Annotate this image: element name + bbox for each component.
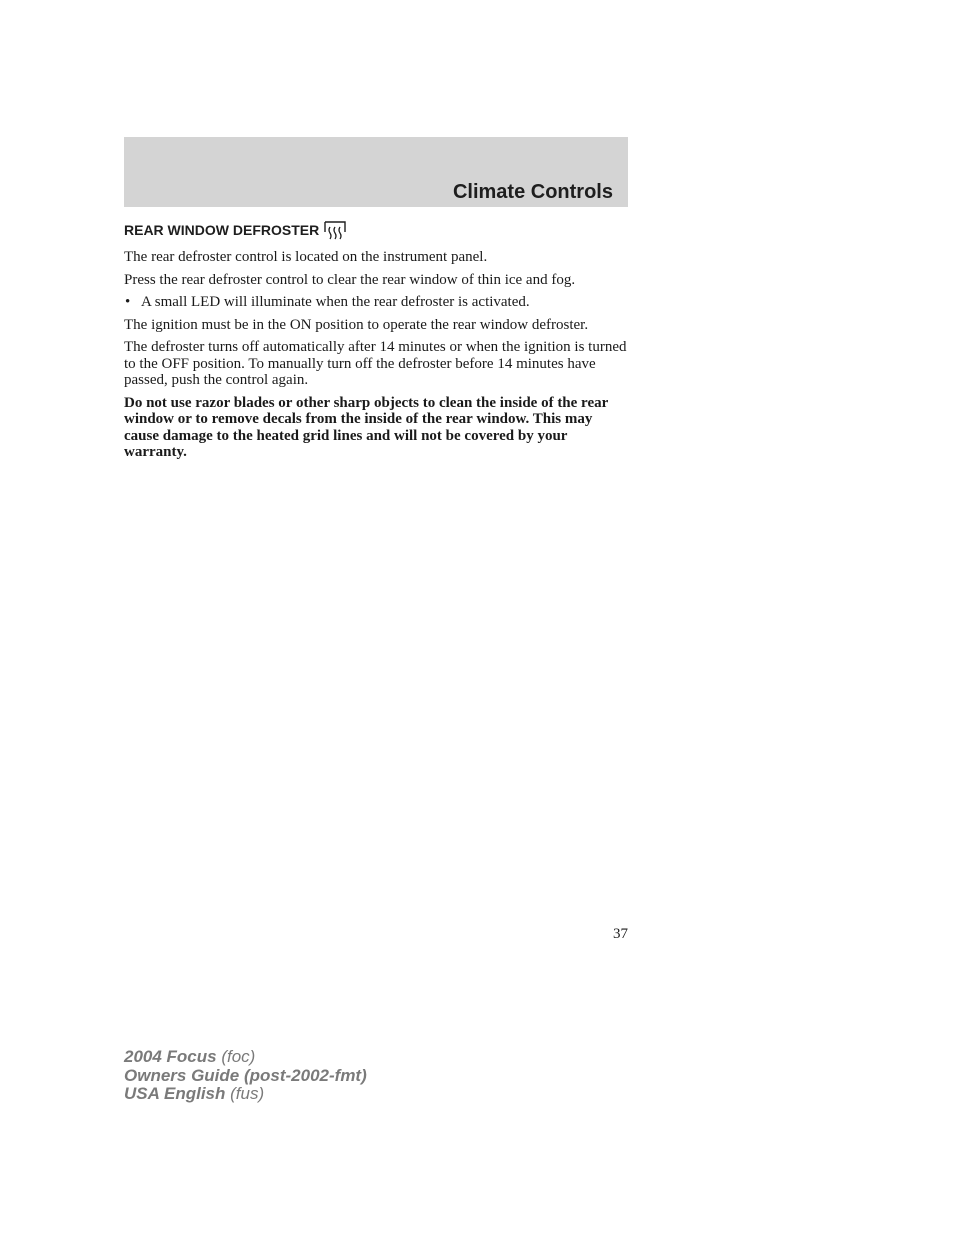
paragraph-defroster-location: The rear defroster control is located on the instrument panel. bbox=[124, 249, 488, 265]
page-content bbox=[124, 219, 628, 467]
footer-language-code: (fus) bbox=[230, 1084, 265, 1103]
footer-model-code: (foc) bbox=[221, 1047, 256, 1066]
rear-defroster-icon bbox=[323, 220, 347, 240]
page-number: 37 bbox=[613, 926, 628, 942]
footer-line-guide bbox=[124, 1067, 367, 1086]
list-item bbox=[124, 294, 628, 311]
paragraph-ignition: The ignition must be in the ON position to operate the rear window defroster. bbox=[124, 316, 589, 333]
paragraph-auto-off: The defroster turns off automatically after 14 minutes or when the ignition is turned to the OFF position. To manually turn off the defroster before 14 minutes have passed, push the control again. bbox=[124, 339, 627, 388]
section-title: Climate Controls bbox=[452, 181, 613, 203]
document-footer bbox=[124, 1048, 367, 1104]
footer-line-model bbox=[124, 1048, 367, 1067]
footer-guide: Owners Guide (post-2002-fmt) bbox=[124, 1065, 367, 1085]
footer-model: 2004 Focus bbox=[124, 1047, 217, 1066]
footer-line-language bbox=[124, 1085, 367, 1104]
paragraph-defroster-press: Press the rear defroster control to clear the rear window of thin ice and fog. bbox=[124, 271, 576, 288]
list-item-text: A small LED will illuminate when the rear defroster is activated. bbox=[141, 294, 530, 310]
section-header-band bbox=[124, 137, 628, 207]
bullet-list bbox=[124, 294, 628, 311]
section-heading bbox=[124, 219, 628, 241]
section-heading-text: REAR WINDOW DEFROSTER bbox=[124, 222, 320, 238]
warning-text: Do not use razor blades or other sharp objects to clean the inside of the rear window or to remove decals from the inside of the rear window. This may cause damage to the heated grid lines and will not be covered by your warranty. bbox=[124, 394, 608, 460]
footer-language: USA English bbox=[124, 1084, 226, 1103]
bullet-icon: • bbox=[125, 294, 131, 310]
